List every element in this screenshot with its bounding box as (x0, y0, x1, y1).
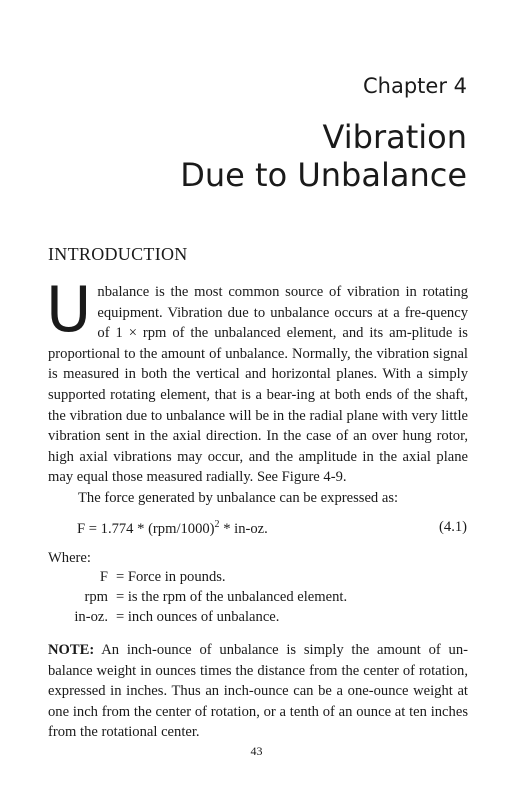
equation-number: (4.1) (439, 519, 467, 535)
chapter-title-line-1: Vibration (322, 118, 467, 156)
section-heading: INTRODUCTION (48, 244, 188, 264)
note-text: An inch-ounce of unbalance is simply the amount of un-balance weight in ounces times the distance from the center of rotation, expressed in inches. Thus an inch-ounce can be a one-ounce weight at one inch from the center of rotation, or a tenth of an ounce at ten inches from the rotational center. (48, 642, 468, 741)
page-number: 43 (250, 744, 263, 758)
definition-text: = inch ounces of unbalance. (116, 609, 280, 625)
equation-rhs: * in-oz. (219, 520, 268, 537)
where-label: Where: (48, 550, 91, 566)
equation-exponent: 2 (214, 519, 220, 530)
definition-symbol: in-oz. (74, 609, 108, 625)
definition-text: = Force in pounds. (116, 569, 226, 585)
definition-text: = is the rpm of the unbalanced element. (116, 589, 348, 605)
intro-paragraph-2: The force generated by unbalance can be expressed as: (78, 489, 399, 506)
definition-symbol: rpm (84, 589, 108, 605)
equation-lhs: F = 1.774 * (rpm/1000) (77, 520, 215, 537)
chapter-title (180, 118, 467, 194)
chapter-label: Chapter 4 (363, 74, 467, 98)
definition-row (48, 567, 347, 587)
drop-cap: U (46, 273, 92, 346)
note-label: NOTE: (48, 642, 95, 658)
intro-text (46, 273, 468, 509)
definition-row (48, 587, 347, 607)
note-paragraph (48, 640, 468, 743)
definition-symbol: F (99, 569, 108, 585)
definition-row (48, 607, 347, 627)
equation-4-1 (77, 519, 467, 538)
intro-paragraph-1 (46, 273, 468, 488)
chapter-title-line-2: Due to Unbalance (180, 156, 467, 194)
intro-paragraph-1-text: nbalance is the most common source of vibration in rotating equipment. Vibration due to unbalance occurs at a fre-quency of 1 × rpm of the unbalanced element, and its am-plitude is proportional to the amount of unbalance. Normally, the vibration signal is measured in both the vertical and horizontal planes. With a simply supported rotating element, that is a bear-ing at both ends of the shaft, the vibration due to unbalance will be in the radial plane with very little vibration sent in the axial direction. In the case of an over hung rotor, high axial vibrations may occur, and the amplitude in the axial plane may equal those measured radially. See Figure 4-9. (48, 284, 468, 486)
definitions-list (48, 567, 347, 627)
